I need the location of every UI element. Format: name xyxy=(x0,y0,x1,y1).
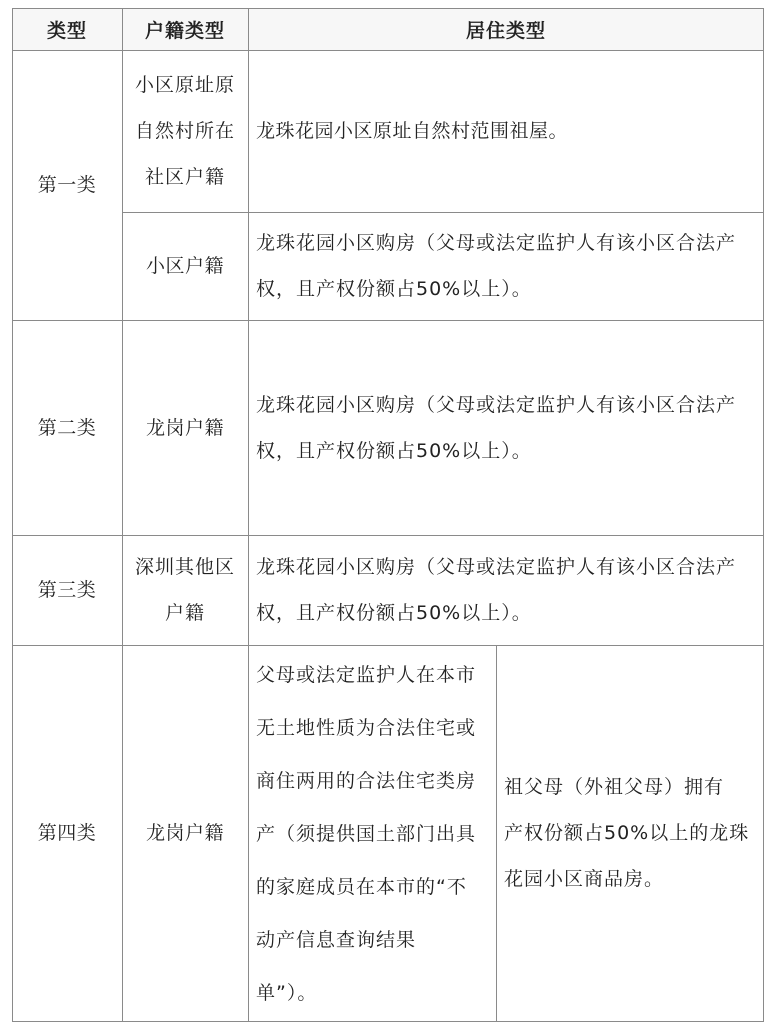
row2-hukou-line1: 龙岗户籍 xyxy=(145,416,224,439)
row1b-residence-line2: 权，且产权份额占50%以上）。 xyxy=(256,278,532,300)
row4-inner-divider xyxy=(496,645,497,1022)
col2-divider xyxy=(248,8,249,1022)
row3-hukou-line2: 户籍 xyxy=(164,602,205,624)
row1a-residence xyxy=(256,50,756,212)
header-type xyxy=(12,8,122,50)
table-border-bottom xyxy=(12,1021,764,1022)
row4-hukou-line1: 龙岗户籍 xyxy=(145,822,224,844)
row4-hukou xyxy=(122,645,248,1021)
header-hukou-label: 户籍类型 xyxy=(144,19,225,42)
header-type-label: 类型 xyxy=(46,19,87,42)
row2-hukou xyxy=(122,320,248,535)
row2-residence-line2: 权，且产权份额占50%以上）。 xyxy=(256,439,532,462)
row2-residence-line1: 龙珠花园小区购房（父母或法定监护人有该小区合法产 xyxy=(256,393,737,416)
row3-hukou xyxy=(122,535,248,645)
row1-type-label: 第一类 xyxy=(37,174,97,196)
row2-residence xyxy=(256,320,761,535)
row3-residence xyxy=(256,535,761,645)
row2-type xyxy=(12,320,122,535)
row1-type xyxy=(12,50,122,320)
row2-type-label: 第二类 xyxy=(37,416,97,439)
row4-type xyxy=(12,645,122,1021)
header-hukou xyxy=(122,8,248,50)
row4-residence-a xyxy=(256,645,494,1021)
row1a-hukou-line1: 小区原址原 xyxy=(134,74,235,96)
row4a-line3: 商住两用的合法住宅类房 xyxy=(256,770,477,792)
row4a-line1: 父母或法定监护人在本市 xyxy=(256,664,477,686)
row3-residence-line1: 龙珠花园小区购房（父母或法定监护人有该小区合法产 xyxy=(256,556,737,578)
row3-type-label: 第三类 xyxy=(37,579,97,601)
row4-residence-b xyxy=(504,645,762,1021)
header-residence xyxy=(248,8,764,50)
row4a-line2: 无土地性质为合法住宅或 xyxy=(256,717,477,739)
row3-type xyxy=(12,535,122,645)
row1b-residence-line1: 龙珠花园小区购房（父母或法定监护人有该小区合法产 xyxy=(256,232,737,254)
row1a-hukou-line3: 社区户籍 xyxy=(144,166,225,188)
row4-type-label: 第四类 xyxy=(37,822,97,844)
row3-residence-line2: 权，且产权份额占50%以上）。 xyxy=(256,602,532,624)
row4b-line1: 祖父母（外祖父母）拥有 xyxy=(504,776,725,798)
row3-hukou-line1: 深圳其他区 xyxy=(134,556,235,578)
table-border-right xyxy=(763,8,764,1022)
row4a-line6: 动产信息查询结果 xyxy=(256,929,417,951)
row1a-residence-text: 龙珠花园小区原址自然村范围祖屋。 xyxy=(256,120,569,142)
row4b-line3: 花园小区商品房。 xyxy=(504,868,665,890)
header-residence-label: 居住类型 xyxy=(465,19,546,42)
row1a-hukou-line2: 自然村所在 xyxy=(134,120,235,142)
row1a-hukou xyxy=(122,50,248,212)
row4a-line5: 的家庭成员在本市的“不 xyxy=(256,876,467,898)
row1b-residence xyxy=(256,212,761,320)
row4b-line2: 产权份额占50%以上的龙珠 xyxy=(504,822,750,844)
row1b-hukou xyxy=(122,212,248,320)
row4a-line4: 产（须提供国土部门出具 xyxy=(256,823,477,845)
row1b-hukou-line1: 小区户籍 xyxy=(145,255,224,277)
row4a-line7: 单”）。 xyxy=(256,982,318,1004)
